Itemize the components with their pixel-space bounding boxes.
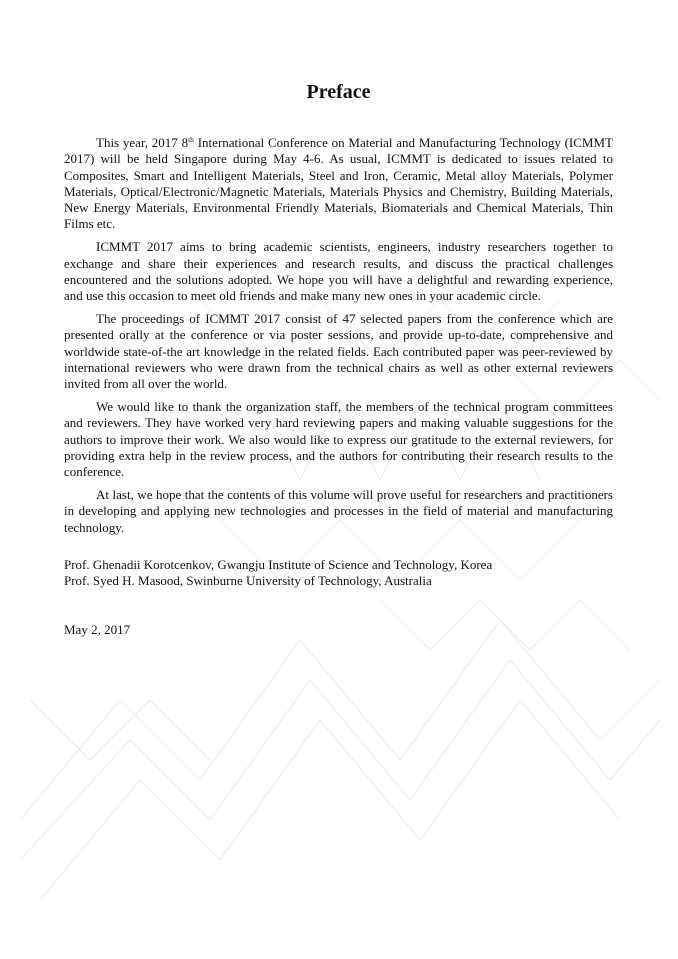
paragraph-thanks: We would like to thank the organization staff, the members of the technical program committees and reviewers. They have worked very hard reviewing papers and making valuable suggestions for the authors to improve their work. We also would like to express our gratitude to the external reviewers, for providing extra help in the review process, and the authors for contributing their research results to the conference. [64, 398, 613, 480]
signature-line: Prof. Syed H. Masood, Swinburne University of Technology, Australia [64, 573, 432, 589]
ordinal-superscript: th [188, 135, 194, 144]
paragraph-proceedings: The proceedings of ICMMT 2017 consist of 47 selected papers from the conference which are presented orally at the conference or via poster sessions, and provide up-to-date, comprehensive and worldwide state-of-the art knowledge in the related fields. Each contributed paper was peer-reviewed by international reviewers who were drawn from the technical chairs as well as other external reviewers invited from all over the world. [64, 310, 613, 392]
paragraph-intro [64, 135, 613, 233]
paragraph-intro-lead: This year, 2017 8 [96, 135, 189, 150]
paragraph-closing: At last, we hope that the contents of this volume will prove useful for researchers and practitioners in developing and applying new technologies and processes in the field of material and manufacturing technology. [64, 486, 613, 535]
paragraph-aims: ICMMT 2017 aims to bring academic scientists, engineers, industry researchers together to exchange and share their experiences and research results, and discuss the practical challenges encountered and the solutions adopted. We hope you will have a delightful and rewarding experience, and use this occasion to meet old friends and make many new ones in your academic circle. [64, 239, 613, 304]
preface-date: May 2, 2017 [64, 622, 131, 638]
page-title: Preface [306, 81, 371, 103]
preface-page [64, 80, 613, 639]
signature-line: Prof. Ghenadii Korotcenkov, Gwangju Institute of Science and Technology, Korea [64, 556, 493, 572]
paragraph-intro-rest: International Conference on Material and Manufacturing Technology (ICMMT 2017) will be held Singapore during May 4-6. As usual, ICMMT is dedicated to issues related to Composites, Smart and Intelligent Materials, Steel and Iron, Ceramic, Metal alloy Materials, Polymer Materials, Optical/Electronic/Magnetic Materials, Materials Physics and Chemistry, Building Materials, New Energy Materials, Environmental Friendly Materials, Biomaterials and Chemical Materials, Thin Films etc. [64, 135, 613, 232]
signature-block [64, 557, 613, 590]
